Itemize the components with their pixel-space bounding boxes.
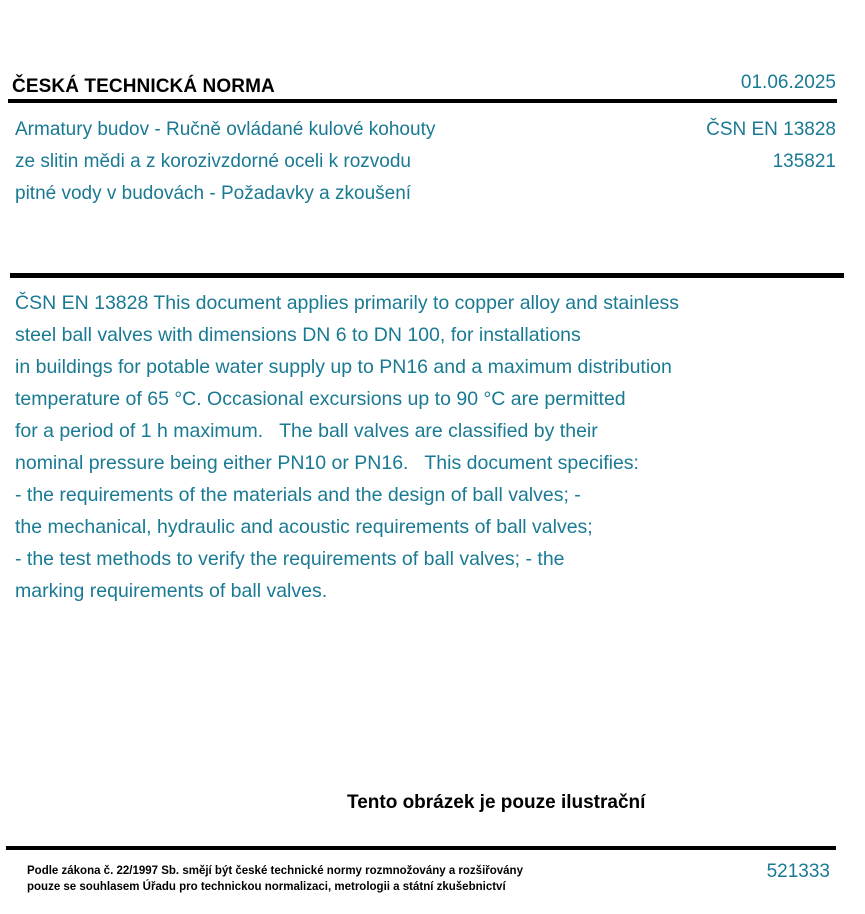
legal-notice <box>27 863 523 895</box>
standard-identifiers <box>706 114 836 178</box>
abstract-line: steel ball valves with dimensions DN 6 to DN 100, for installations <box>15 324 581 346</box>
standard-code: ČSN EN 13828 <box>706 119 836 140</box>
class-number: 135821 <box>772 151 836 172</box>
abstract-line: - the test methods to verify the requirements of ball valves; - the <box>15 548 565 570</box>
title-line: Armatury budov - Ručně ovládané kulové kohouty <box>15 119 436 140</box>
title-line: pitné vody v budovách - Požadavky a zkoušení <box>15 183 412 204</box>
abstract-line: temperature of 65 °C. Occasional excursions up to 90 °C are permitted <box>15 388 626 410</box>
header-divider <box>8 99 837 103</box>
title-line: ze slitin mědi a z korozivzdorné oceli k rozvodu <box>15 151 412 172</box>
document-number: 521333 <box>766 861 830 882</box>
abstract-text <box>15 287 679 607</box>
legal-line: Podle zákona č. 22/1997 Sb. smějí být české technické normy rozmnožovány a rozšiřovány <box>27 865 523 877</box>
footer-divider <box>6 846 836 850</box>
abstract-line: the mechanical, hydraulic and acoustic requirements of ball valves; <box>15 516 593 538</box>
abstract-line: nominal pressure being either PN10 or PN16. This document specifies: <box>15 452 639 474</box>
document-title <box>15 114 435 210</box>
abstract-line: - the requirements of the materials and the design of ball valves; - <box>15 484 581 506</box>
abstract-line: for a period of 1 h maximum. The ball valves are classified by their <box>15 420 598 442</box>
section-divider <box>10 273 844 278</box>
norm-heading: ČESKÁ TECHNICKÁ NORMA <box>12 76 275 97</box>
publication-date: 01.06.2025 <box>740 72 836 93</box>
abstract-line: ČSN EN 13828 This document applies primarily to copper alloy and stainless <box>15 292 680 314</box>
illustration-notice: Tento obrázek je pouze ilustrační <box>347 792 646 813</box>
abstract-line: marking requirements of ball valves. <box>15 580 328 602</box>
abstract-line: in buildings for potable water supply up to PN16 and a maximum distribution <box>15 356 672 378</box>
legal-line: pouze se souhlasem Úřadu pro technickou normalizaci, metrologii a státní zkušebnictví <box>27 881 506 893</box>
